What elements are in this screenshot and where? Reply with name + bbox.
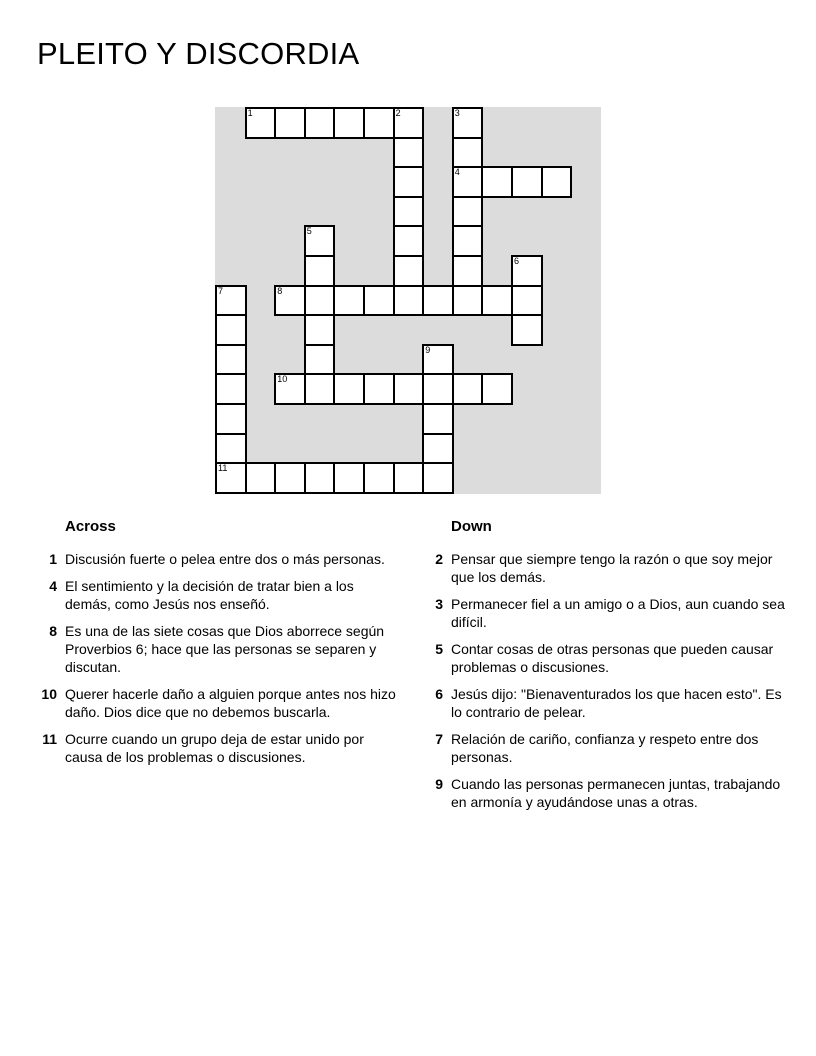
across-heading: Across: [65, 518, 116, 535]
grid-cell[interactable]: [393, 166, 425, 198]
clue-text: Pensar que siempre tengo la razón o que soy mejor que los demás.: [451, 551, 773, 585]
clue-number: 3: [435, 596, 443, 612]
grid-cell[interactable]: [363, 373, 395, 405]
clue-number: 8: [49, 623, 57, 639]
grid-cell[interactable]: [304, 314, 336, 346]
cell-number: 2: [395, 108, 401, 118]
clue-number: 1: [49, 551, 57, 567]
clue-text: Cuando las personas permanecen juntas, trabajando en armonía y ayudándose unas a otras.: [451, 776, 781, 810]
clue-number: 5: [435, 641, 443, 657]
clue-text: Contar cosas de otras personas que pueden causar problemas o discusiones.: [451, 641, 774, 675]
clue-number: 7: [435, 731, 443, 747]
grid-cell[interactable]: [481, 166, 513, 198]
crossword-grid: [215, 107, 601, 494]
clue-number: 4: [49, 578, 57, 594]
grid-cell[interactable]: [422, 403, 454, 435]
clue-number: 6: [435, 686, 443, 702]
grid-cell[interactable]: [215, 344, 247, 376]
grid-cell[interactable]: [422, 462, 454, 494]
clue-text: Jesús dijo: "Bienaventurados los que hacen esto". Es lo contrario de pelear.: [451, 686, 782, 720]
grid-cell[interactable]: [393, 462, 425, 494]
grid-cell[interactable]: [452, 255, 484, 287]
cell-number: 5: [306, 226, 312, 237]
grid-cell[interactable]: [422, 373, 454, 405]
grid-cell[interactable]: [274, 285, 306, 317]
grid-cell[interactable]: [452, 107, 484, 139]
cell-number: 9: [425, 344, 431, 355]
cell-number: 8: [277, 285, 283, 296]
grid-cell[interactable]: [452, 166, 484, 198]
across-clue: [37, 577, 397, 613]
across-clue: [37, 730, 397, 766]
grid-cell[interactable]: [452, 225, 484, 257]
grid-cell[interactable]: [304, 373, 336, 405]
grid-cell[interactable]: [393, 137, 425, 169]
grid-cell[interactable]: [452, 196, 484, 228]
grid-cell[interactable]: [215, 314, 247, 346]
grid-cell[interactable]: [304, 344, 336, 376]
grid-cell[interactable]: [215, 433, 247, 465]
grid-cell[interactable]: [333, 462, 365, 494]
grid-cell[interactable]: [363, 107, 395, 139]
cell-number: 4: [454, 167, 460, 178]
grid-cell[interactable]: [452, 137, 484, 169]
grid-cell[interactable]: [511, 255, 543, 287]
grid-cell[interactable]: [215, 403, 247, 435]
clue-text: Relación de cariño, confianza y respeto entre dos personas.: [451, 731, 759, 765]
grid-cell[interactable]: [274, 373, 306, 405]
down-clue: [423, 595, 785, 631]
clue-text: Permanecer fiel a un amigo o a Dios, aun cuando sea difícil.: [451, 596, 785, 630]
grid-cell[interactable]: [452, 285, 484, 317]
down-clue: [423, 685, 785, 721]
down-clue-list: [423, 550, 785, 820]
cell-number: 6: [514, 256, 520, 266]
grid-cell[interactable]: [304, 285, 336, 317]
grid-cell[interactable]: [511, 166, 543, 198]
grid-cell[interactable]: [215, 462, 247, 494]
grid-cell[interactable]: [541, 166, 573, 198]
clue-text: Discusión fuerte o pelea entre dos o más personas.: [65, 551, 385, 567]
cell-number: 11: [218, 463, 228, 474]
down-clue: [423, 775, 785, 811]
grid-cell[interactable]: [481, 285, 513, 317]
grid-cell[interactable]: [363, 285, 395, 317]
across-clue: [37, 622, 397, 676]
grid-cell[interactable]: [393, 285, 425, 317]
grid-cell[interactable]: [393, 196, 425, 228]
grid-cell[interactable]: [333, 285, 365, 317]
grid-cell[interactable]: [393, 107, 425, 139]
grid-cell[interactable]: [215, 285, 247, 317]
grid-cell[interactable]: [304, 225, 336, 257]
cell-number: 3: [454, 108, 460, 118]
grid-cell[interactable]: [393, 255, 425, 287]
cell-number: 10: [277, 374, 288, 385]
clue-text: Ocurre cuando un grupo deja de estar unido por causa de los problemas o discusiones.: [65, 731, 364, 765]
cell-number: 7: [218, 285, 224, 296]
across-clue: [37, 550, 397, 568]
grid-cell[interactable]: [393, 225, 425, 257]
cell-number: 1: [247, 108, 253, 118]
page-title: PLEITO Y DISCORDIA: [37, 36, 360, 71]
grid-cell[interactable]: [274, 462, 306, 494]
clue-number: 9: [435, 776, 443, 792]
grid-cell[interactable]: [511, 314, 543, 346]
grid-cell[interactable]: [422, 344, 454, 376]
grid-cell[interactable]: [363, 462, 395, 494]
grid-cell[interactable]: [215, 373, 247, 405]
clue-text: El sentimiento y la decisión de tratar bien a los demás, como Jesús nos enseñó.: [65, 578, 354, 612]
grid-cell[interactable]: [481, 373, 513, 405]
clue-number: 11: [42, 731, 57, 747]
grid-cell[interactable]: [304, 107, 336, 139]
grid-cell[interactable]: [452, 373, 484, 405]
clue-number: 10: [41, 686, 57, 702]
down-clue: [423, 640, 785, 676]
grid-cell[interactable]: [511, 285, 543, 317]
down-clue: [423, 550, 785, 586]
clue-number: 2: [435, 551, 443, 567]
grid-cell[interactable]: [304, 255, 336, 287]
grid-cell[interactable]: [422, 433, 454, 465]
down-clue: [423, 730, 785, 766]
grid-cell[interactable]: [304, 462, 336, 494]
clue-text: Querer hacerle daño a alguien porque antes nos hizo daño. Dios dice que no debemos buscarla.: [65, 686, 396, 720]
down-heading: Down: [451, 518, 492, 535]
across-clue-list: [37, 550, 397, 775]
across-clue: [37, 685, 397, 721]
grid-cell[interactable]: [422, 285, 454, 317]
grid-cell[interactable]: [245, 107, 277, 139]
grid-cell[interactable]: [333, 107, 365, 139]
grid-cell[interactable]: [393, 373, 425, 405]
grid-cell[interactable]: [274, 107, 306, 139]
clue-text: Es una de las siete cosas que Dios aborrece según Proverbios 6; hace que las personas se separen y discutan.: [65, 623, 385, 675]
grid-cell[interactable]: [333, 373, 365, 405]
grid-cell[interactable]: [245, 462, 277, 494]
